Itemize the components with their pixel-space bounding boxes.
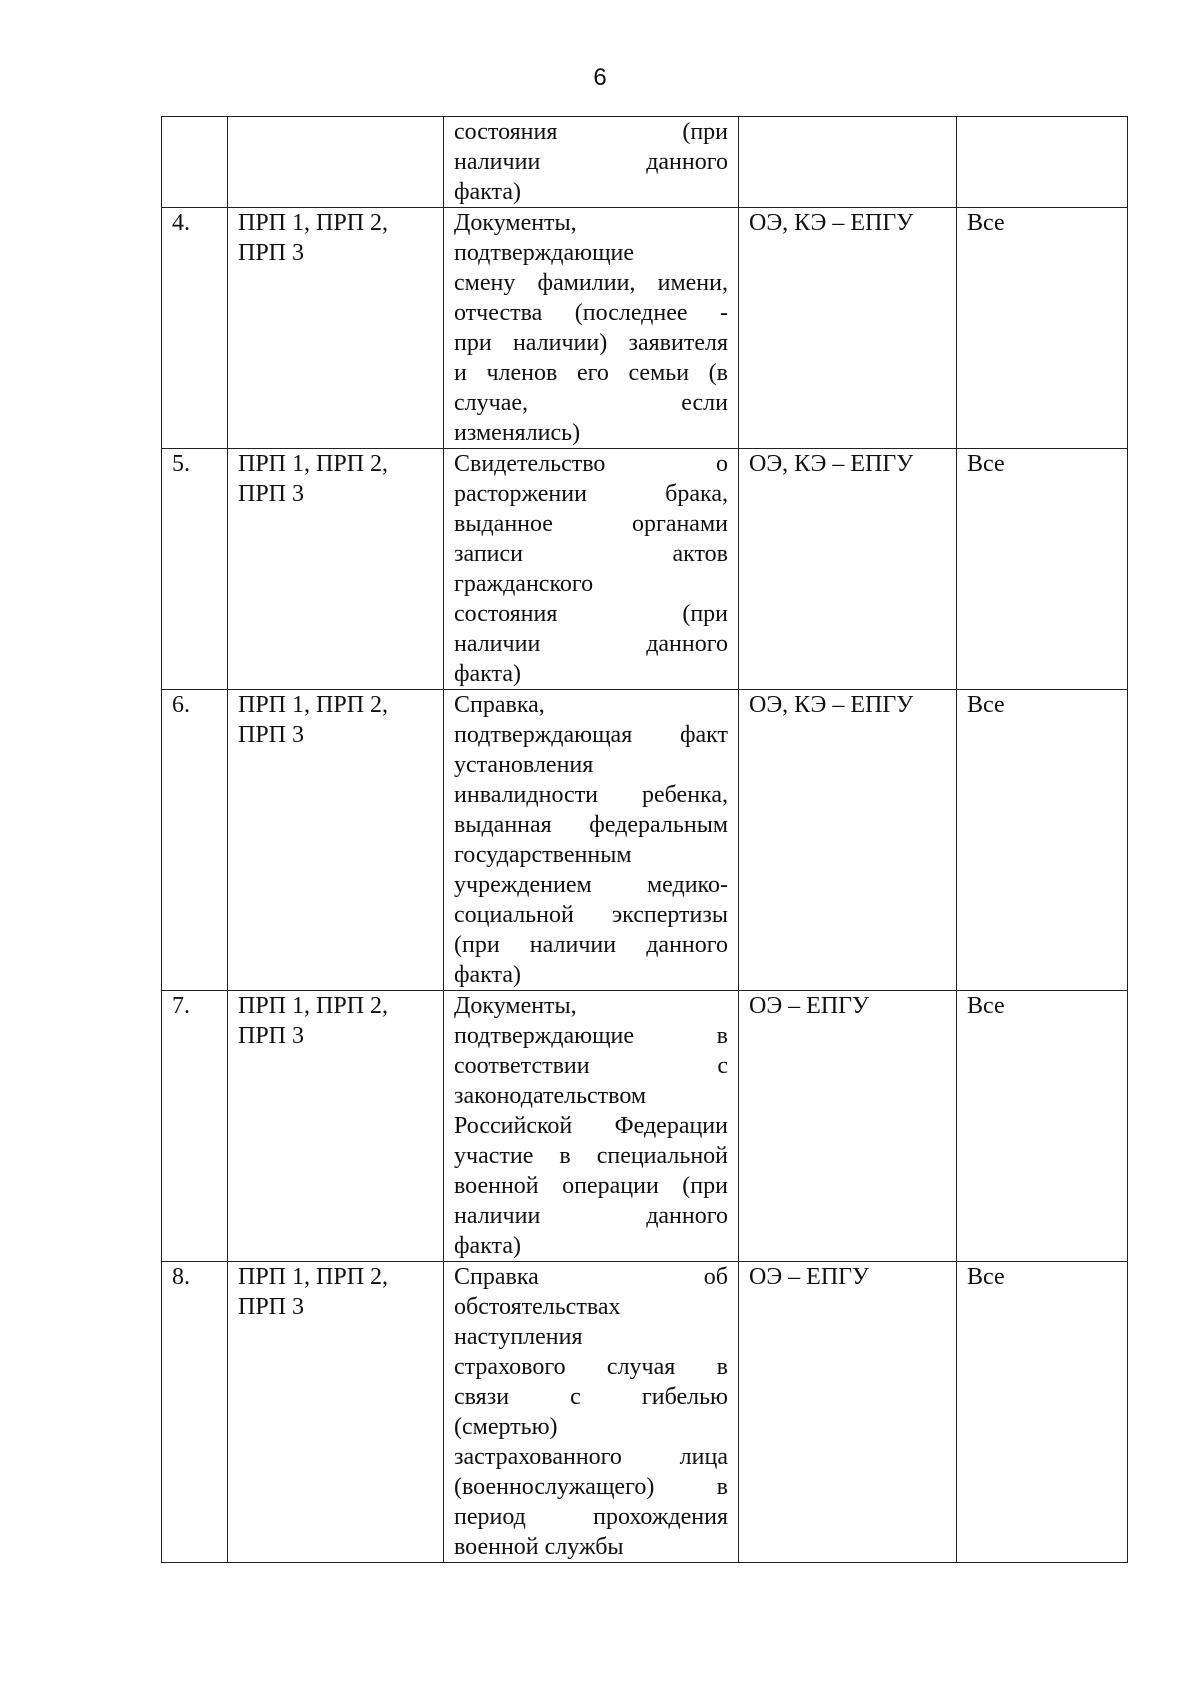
applicants-cell: Все — [957, 991, 1128, 1262]
table-row — [162, 208, 1128, 449]
table-row — [162, 991, 1128, 1262]
document-name-line: период прохождения — [454, 1504, 728, 1530]
source-cell: ОЭ, КЭ – ЕПГУ — [739, 208, 957, 449]
document-name-cell — [444, 117, 739, 208]
document-name-line: установления — [454, 752, 594, 778]
document-name-line: Справка об — [454, 1264, 728, 1290]
document-name-line: Российской Федерации — [454, 1113, 728, 1139]
source-cell: ОЭ, КЭ – ЕПГУ — [739, 690, 957, 991]
document-name-line: наличии данного — [454, 631, 728, 657]
row-number-cell: 5. — [162, 449, 228, 690]
document-name-line: выданное органами — [454, 511, 728, 537]
document-name-line: изменялись) — [454, 420, 581, 446]
table-row — [162, 117, 1128, 208]
document-name-line: наличии данного — [454, 1203, 728, 1229]
document-name-cell — [444, 1262, 739, 1563]
document-name-line: отчества (последнее - — [454, 300, 728, 326]
document-name-line: подтверждающие — [454, 240, 635, 266]
document-name-line: (при наличии данного — [454, 932, 728, 958]
page-number: 6 — [593, 64, 607, 91]
document-name-line: Справка, — [454, 692, 545, 718]
document-name-line: состояния (при — [454, 601, 728, 627]
document-name-line: военной службы — [454, 1534, 624, 1560]
sections-cell: ПРП 1, ПРП 2, ПРП 3 — [228, 991, 444, 1262]
document-name-line: записи актов — [454, 541, 728, 567]
document-name-line: факта) — [454, 661, 521, 687]
document-name-line: гражданского — [454, 571, 594, 597]
document-name-line: подтверждающие в — [454, 1023, 728, 1049]
row-number-cell — [162, 117, 228, 208]
applicants-cell: Все — [957, 690, 1128, 991]
document-name-line: (военнослужащего) в — [454, 1474, 728, 1500]
document-name-line: Документы, — [454, 993, 577, 1019]
table-row — [162, 1262, 1128, 1563]
document-name-line: Свидетельство о — [454, 451, 728, 477]
document-name-cell — [444, 690, 739, 991]
row-number-cell: 8. — [162, 1262, 228, 1563]
row-number-cell: 6. — [162, 690, 228, 991]
applicants-cell — [957, 117, 1128, 208]
document-name-line: наличии данного — [454, 149, 728, 175]
applicants-cell: Все — [957, 1262, 1128, 1563]
document-name-line: государственным — [454, 842, 632, 868]
document-name-cell — [444, 991, 739, 1262]
documents-table — [161, 116, 1128, 1563]
sections-cell: ПРП 1, ПРП 2, ПРП 3 — [228, 690, 444, 991]
document-name-line: выданная федеральным — [454, 812, 728, 838]
table-row — [162, 690, 1128, 991]
source-cell: ОЭ, КЭ – ЕПГУ — [739, 449, 957, 690]
document-name-line: наступления — [454, 1324, 583, 1350]
document-name-line: застрахованного лица — [454, 1444, 728, 1470]
document-name-line: участие в специальной — [454, 1143, 728, 1169]
document-name-line: страхового случая в — [454, 1354, 728, 1380]
document-name-line: при наличии) заявителя — [454, 330, 728, 356]
document-name-line: учреждением медико- — [454, 872, 728, 898]
document-name-line: законодательством — [454, 1083, 647, 1109]
table-row — [162, 449, 1128, 690]
document-name-line: инвалидности ребенка, — [454, 782, 728, 808]
document-name-line: случае, если — [454, 390, 728, 416]
document-name-line: расторжении брака, — [454, 481, 728, 507]
document-name-line: соответствии с — [454, 1053, 728, 1079]
documents-table-body — [162, 117, 1128, 1563]
sections-cell: ПРП 1, ПРП 2, ПРП 3 — [228, 1262, 444, 1563]
document-name-line: Документы, — [454, 210, 577, 236]
document-name-line: факта) — [454, 1233, 521, 1259]
document-name-line: состояния (при — [454, 119, 728, 145]
document-name-cell — [444, 449, 739, 690]
document-name-line: связи с гибелью — [454, 1384, 728, 1410]
row-number-cell: 4. — [162, 208, 228, 449]
applicants-cell: Все — [957, 208, 1128, 449]
document-name-line: (смертью) — [454, 1414, 558, 1440]
document-name-line: смену фамилии, имени, — [454, 270, 728, 296]
sections-cell: ПРП 1, ПРП 2, ПРП 3 — [228, 208, 444, 449]
source-cell: ОЭ – ЕПГУ — [739, 1262, 957, 1563]
sections-cell — [228, 117, 444, 208]
document-name-line: военной операции (при — [454, 1173, 728, 1199]
sections-cell: ПРП 1, ПРП 2, ПРП 3 — [228, 449, 444, 690]
row-number-cell: 7. — [162, 991, 228, 1262]
document-name-line: подтверждающая факт — [454, 722, 728, 748]
applicants-cell: Все — [957, 449, 1128, 690]
document-name-cell — [444, 208, 739, 449]
source-cell — [739, 117, 957, 208]
document-name-line: социальной экспертизы — [454, 902, 728, 928]
document-name-line: и членов его семьи (в — [454, 360, 728, 386]
document-name-line: факта) — [454, 179, 521, 205]
document-name-line: обстоятельствах — [454, 1294, 621, 1320]
document-name-line: факта) — [454, 962, 521, 988]
source-cell: ОЭ – ЕПГУ — [739, 991, 957, 1262]
